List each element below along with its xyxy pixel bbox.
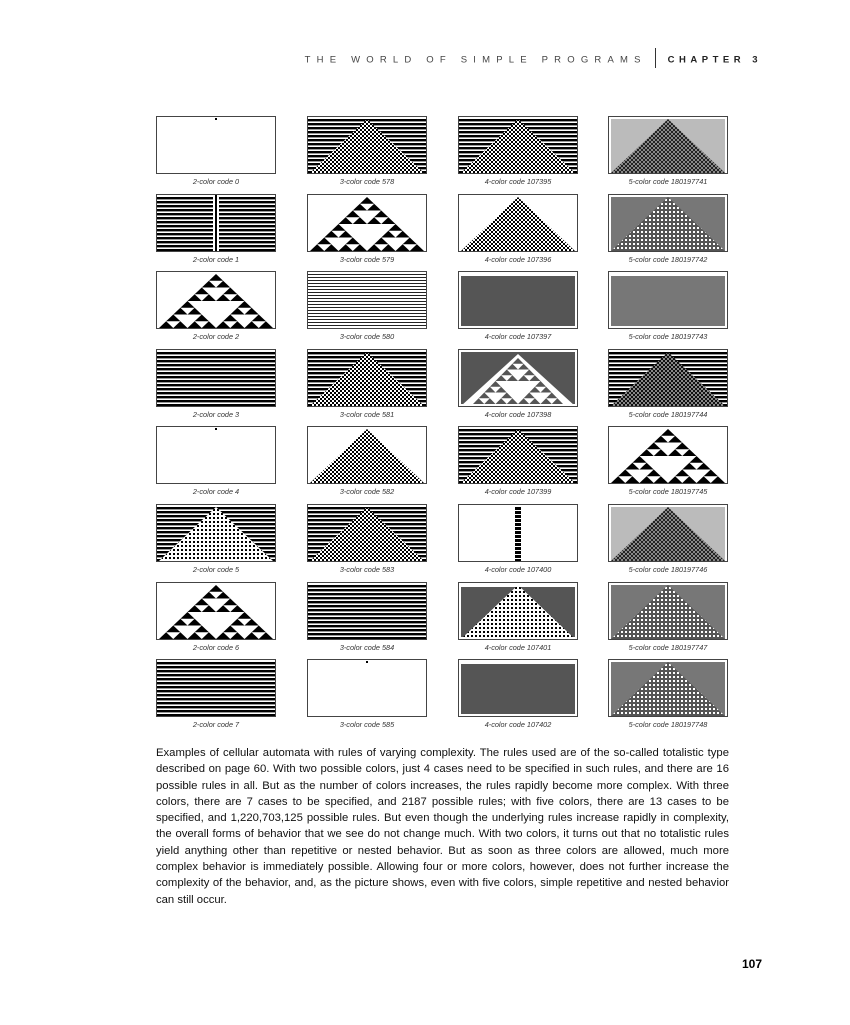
automaton-panel xyxy=(307,582,427,652)
automaton-panel xyxy=(156,116,276,186)
automaton-image xyxy=(156,582,276,640)
automaton-image xyxy=(458,349,578,407)
automaton-panel xyxy=(307,659,427,729)
figure-caption: Examples of cellular automata with rules of varying complexity. The rules used are of the so-called totalistic type described on page 60. With two possible colors, just 4 cases need to be specified in such rules, and there are 16 possible rules in all. But as the number of colors increases, the rules rapidly become more complex. With three colors, there are 7 cases to be specified, and 2187 possible rules; with five colors, there are 13 cases to be specified, and 1,220,703,125 possible rules. But even though the underlying rules increase rapidly in complexity, the overall forms of behavior that we see do not change much. With two colors, it turns out that no totalistic rules yield anything other than repetitive or nested behavior. But as soon as three colors are allowed, much more complex behavior is immediately possible. Allowing four or more colors, however, does not further increase the complexity of the behavior, and, as the picture shows, even with five colors, simple repetitive and nested behavior can still occur. xyxy=(156,747,729,906)
automaton-label: 2-color code 0 xyxy=(192,177,240,186)
automaton-label: 4-color code 107397 xyxy=(484,332,552,342)
header-divider xyxy=(655,48,656,68)
automaton-label: 3-color code 581 xyxy=(339,409,395,419)
automaton-image xyxy=(458,659,578,717)
automaton-label: 3-color code 582 xyxy=(339,487,395,497)
automaton-panel xyxy=(458,349,578,419)
automaton-panel xyxy=(156,426,276,496)
automaton-image xyxy=(307,582,427,640)
automaton-label: 4-color code 107401 xyxy=(484,642,552,652)
automaton-panel xyxy=(458,426,578,496)
automaton-image xyxy=(608,426,728,484)
automaton-image xyxy=(156,504,276,562)
automaton-label: 5-color code 180197748 xyxy=(628,720,708,730)
automaton-label: 4-color code 107398 xyxy=(484,409,552,419)
automaton-panel xyxy=(608,504,728,574)
automaton-image xyxy=(458,504,578,562)
automaton-image xyxy=(156,659,276,717)
automaton-image xyxy=(307,271,427,329)
automaton-panel xyxy=(307,349,427,419)
automaton-image xyxy=(458,194,578,252)
automaton-label: 3-color code 583 xyxy=(339,565,395,574)
automaton-image xyxy=(156,426,276,484)
automaton-panel xyxy=(608,659,728,729)
automaton-label: 5-color code 180197743 xyxy=(628,332,708,342)
automaton-label: 2-color code 4 xyxy=(192,487,240,497)
automaton-label: 2-color code 5 xyxy=(192,565,240,574)
automaton-image xyxy=(608,271,728,329)
automaton-panel xyxy=(458,504,578,574)
automaton-label: 3-color code 585 xyxy=(339,720,395,730)
automaton-panel xyxy=(608,116,728,186)
automaton-panel xyxy=(307,504,427,574)
automaton-label: 5-color code 180197745 xyxy=(628,487,708,497)
automaton-panel xyxy=(458,271,578,341)
automaton-label: 2-color code 7 xyxy=(192,720,240,730)
automaton-image xyxy=(307,194,427,252)
automaton-panel xyxy=(608,582,728,652)
automaton-image xyxy=(608,659,728,717)
automaton-panel xyxy=(156,271,276,341)
automaton-label: 4-color code 107396 xyxy=(484,254,552,264)
automaton-label: 4-color code 107400 xyxy=(484,565,552,574)
automaton-label: 5-color code 180197741 xyxy=(628,177,708,186)
automaton-label: 3-color code 579 xyxy=(339,254,395,264)
automaton-panel xyxy=(307,194,427,264)
automaton-label: 5-color code 180197742 xyxy=(628,254,708,264)
automaton-label: 2-color code 3 xyxy=(192,409,240,419)
automaton-image xyxy=(458,271,578,329)
automaton-panel xyxy=(156,194,276,264)
automaton-panel xyxy=(156,659,276,729)
running-head xyxy=(305,50,762,70)
automaton-panel xyxy=(608,271,728,341)
automaton-label: 4-color code 107399 xyxy=(484,487,552,497)
automaton-label: 2-color code 1 xyxy=(192,254,240,264)
automaton-label: 5-color code 180197744 xyxy=(628,409,708,419)
automaton-label: 2-color code 6 xyxy=(192,642,240,652)
automaton-panel xyxy=(458,582,578,652)
automaton-image xyxy=(458,116,578,174)
automaton-panel xyxy=(458,659,578,729)
automaton-label: 3-color code 578 xyxy=(339,177,395,186)
book-title: THE WORLD OF SIMPLE PROGRAMS xyxy=(304,54,647,66)
automaton-label: 3-color code 580 xyxy=(339,332,395,342)
automaton-image xyxy=(307,426,427,484)
automaton-label: 2-color code 2 xyxy=(192,332,240,342)
automaton-image xyxy=(307,116,427,174)
automaton-image xyxy=(307,349,427,407)
automaton-image xyxy=(608,349,728,407)
automaton-image xyxy=(608,194,728,252)
automaton-panel xyxy=(608,194,728,264)
automaton-panel xyxy=(156,504,276,574)
automaton-image xyxy=(458,582,578,640)
automaton-panel xyxy=(307,426,427,496)
automaton-image xyxy=(156,116,276,174)
automaton-panel xyxy=(307,271,427,341)
automaton-image xyxy=(608,504,728,562)
automaton-panel xyxy=(608,349,728,419)
automaton-panel xyxy=(608,426,728,496)
automaton-label: 4-color code 107395 xyxy=(484,177,552,186)
automaton-label: 3-color code 584 xyxy=(339,642,395,652)
automaton-image xyxy=(156,194,276,252)
automaton-image xyxy=(156,349,276,407)
chapter-label: CHAPTER 3 xyxy=(667,54,762,66)
automaton-panel xyxy=(307,116,427,186)
automaton-panel xyxy=(156,349,276,419)
automaton-image xyxy=(156,271,276,329)
page-number: 107 xyxy=(741,957,762,971)
automaton-label: 5-color code 180197746 xyxy=(628,565,708,574)
automaton-label: 5-color code 180197747 xyxy=(628,642,708,652)
automaton-panel xyxy=(458,116,578,186)
automaton-image xyxy=(608,116,728,174)
automaton-panel xyxy=(156,582,276,652)
automaton-label: 4-color code 107402 xyxy=(484,720,552,730)
automaton-panel xyxy=(458,194,578,264)
automaton-image xyxy=(307,659,427,717)
automaton-image xyxy=(458,426,578,484)
automaton-image xyxy=(608,582,728,640)
automaton-image xyxy=(307,504,427,562)
